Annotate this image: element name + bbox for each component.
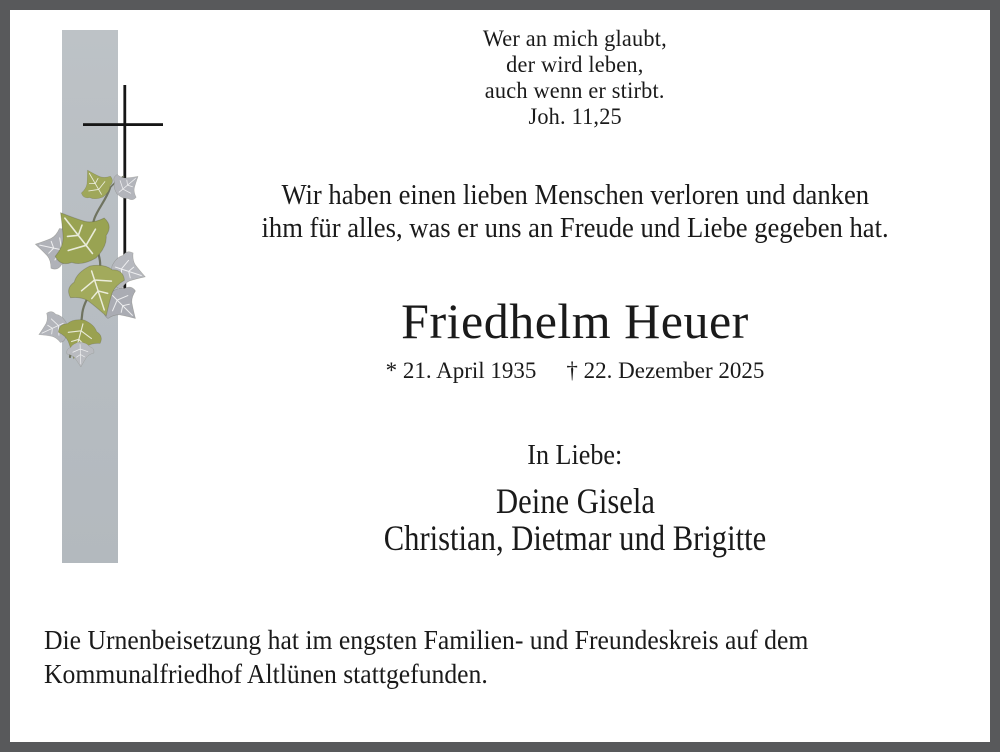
- tribute-text: [160, 179, 990, 245]
- tribute-line: Wir haben einen lieben Menschen verloren und danken: [281, 180, 869, 211]
- announcement-line: Kommunalfriedhof Altlünen stattgefunden.: [44, 659, 488, 689]
- farewell-heading: [160, 441, 990, 470]
- scripture-line: der wird leben,: [506, 52, 644, 77]
- death-date: † 22. Dezember 2025: [566, 358, 765, 383]
- scripture-line: auch wenn er stirbt.: [485, 78, 665, 103]
- mourners-list: [160, 483, 990, 557]
- birth-date: * 21. April 1935: [385, 358, 537, 383]
- farewell-heading-text: In Liebe:: [527, 439, 623, 471]
- deceased-name: Friedhelm Heuer: [401, 293, 749, 349]
- scripture-line: Wer an mich glaubt,: [482, 26, 668, 51]
- scripture-reference: Joh. 11,25: [528, 104, 622, 129]
- scripture-quote: [160, 26, 990, 130]
- announcement-line: Die Urnenbeisetzung hat im engsten Familien- und Freundeskreis auf dem: [44, 625, 809, 655]
- mourner-name: Deine Gisela: [495, 481, 655, 521]
- tribute-line: ihm für alles, was er uns an Freude und Liebe gegeben hat.: [261, 213, 889, 244]
- life-dates: [160, 359, 990, 382]
- mourner-name: Christian, Dietmar und Brigitte: [383, 518, 767, 558]
- burial-announcement: [44, 623, 964, 691]
